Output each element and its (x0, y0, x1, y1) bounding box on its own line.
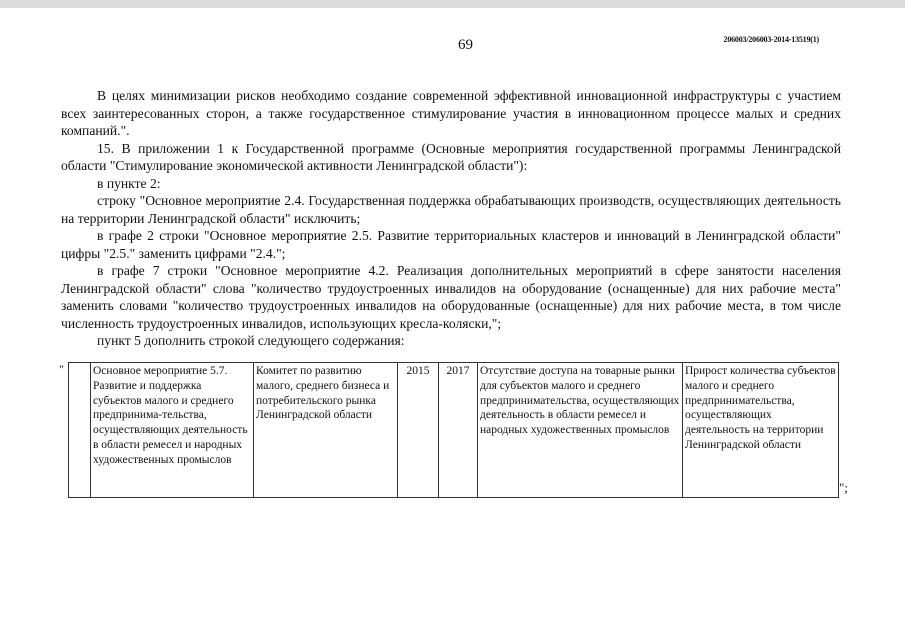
table-cell-consequences: Отсутствие доступа на товарные рынки для субъектов малого и среднего предпринимательства, осуществляющих деятельность в области ремесел и народных художественных промыслов (478, 363, 683, 498)
table-cell-end-year: 2017 (439, 363, 478, 498)
document-body (61, 87, 841, 350)
measures-table (68, 362, 839, 498)
paragraph: пункт 5 дополнить строкой следующего содержания: (97, 333, 405, 348)
document-code: 206003/206003-2014-13519(1) (723, 35, 819, 44)
paragraph: в пункте 2: (97, 175, 161, 191)
opening-quote: " (59, 362, 64, 376)
page-number: 69 (458, 37, 473, 53)
table-cell-number (69, 363, 91, 498)
paragraph: в графе 2 строки "Основное мероприятие 2.5. Развитие территориальных кластеров и инноваций в Ленинградской области" цифры "2.5." заменить цифрами "2.4."; (61, 228, 841, 261)
paragraph: в графе 7 строки "Основное мероприятие 4.2. Реализация дополнительных мероприятий в сфере занятости населения Ленинградской области" слова "количество трудоустроенных инвалидов на оборудование (оснащенные) для них рабочие места" заменить словами "количество трудоустроенных инвалидов на оборудованные (оснащенные) для них рабочие места, в том числе численность трудоустроенных инвалидов, использующих кресла-коляски,"; (61, 263, 841, 331)
table-cell-executor: Комитет по развитию малого, среднего бизнеса и потребительского рынка Ленинградской области (254, 363, 398, 498)
table-row (69, 363, 839, 498)
table-cell-indicator: Прирост количества субъектов малого и среднего предпринимательства, осуществляющих деятельность на территории Ленинградской области (683, 363, 839, 498)
paragraph: 15. В приложении 1 к Государственной программе (Основные мероприятия государственной программы Ленинградской области "Стимулирование экономической активности Ленинградской области"): (61, 140, 841, 173)
inserted-table-row (56, 362, 856, 500)
paragraph: В целях минимизации рисков необходимо создание современной эффективной инновационной инфраструктуры с участием всех заинтересованных сторон, а также государственное стимулирование участия в инновационном процессе малых и средних компаний.". (61, 88, 841, 138)
table-cell-measure: Основное мероприятие 5.7. Развитие и поддержка субъектов малого и среднего предпринима-тельства, осуществляющих деятельность в области ремесел и народных художественных промыслов (91, 363, 254, 498)
closing-quote: "; (839, 480, 848, 495)
scan-top-edge (0, 0, 905, 8)
table-cell-start-year: 2015 (398, 363, 439, 498)
paragraph: строку "Основное мероприятие 2.4. Государственная поддержка обрабатывающих производств, осуществляющих деятельность на территории Ленинградской области" исключить; (61, 193, 841, 226)
